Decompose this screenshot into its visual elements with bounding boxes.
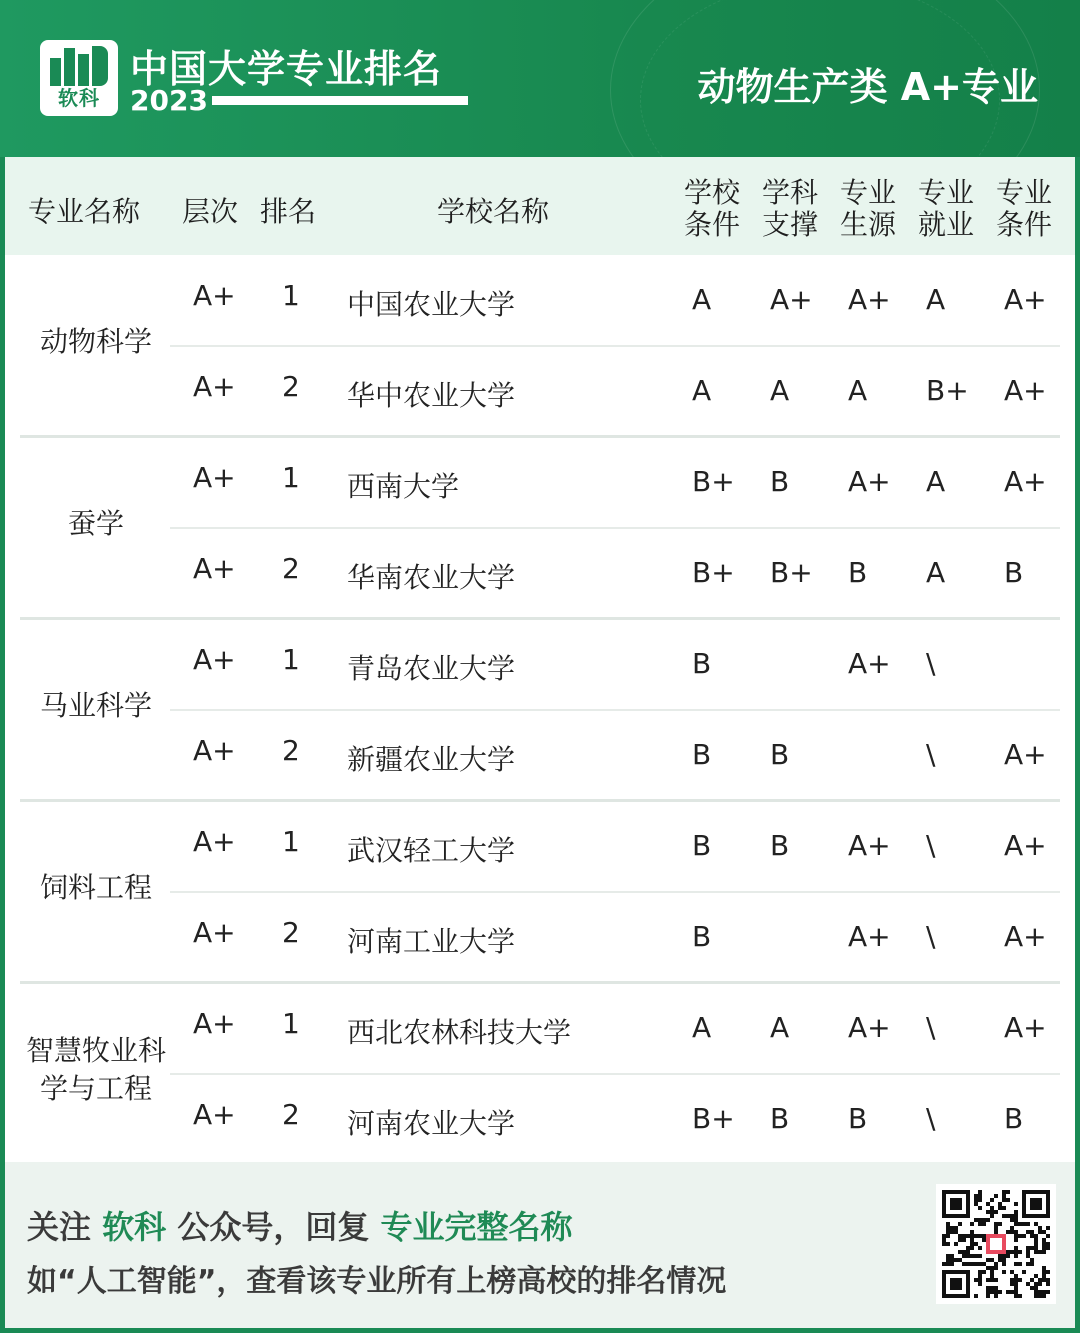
major-group: [5, 801, 1075, 983]
rank-cell: 2: [282, 370, 300, 403]
metric-cell-4: \: [926, 647, 936, 680]
metric-cell-2: B: [770, 738, 790, 771]
header-level: 层次: [182, 195, 239, 228]
metric-cell-2: B: [770, 829, 790, 862]
metric-cell-1: B+: [692, 465, 735, 498]
metric-cell-1: A: [692, 374, 712, 407]
rank-cell: 1: [282, 461, 300, 494]
level-cell: A+: [193, 461, 236, 494]
metric-cell-1: B: [692, 647, 712, 680]
school-name-cell: 中国农业大学: [347, 288, 516, 321]
major-name-line: 动物科学: [39, 325, 152, 358]
metric-cell-4: \: [926, 1011, 936, 1044]
metric-cell-4: A: [926, 556, 946, 589]
metric-cell-5: A+: [1004, 829, 1047, 862]
metric-cell-1: A: [692, 283, 712, 316]
metric-cell-3: B: [848, 556, 868, 589]
footer-text: 公众号，回复: [166, 1208, 381, 1246]
major-name: [5, 1032, 187, 1108]
school-name-cell: 青岛农业大学: [347, 652, 516, 685]
metric-cell-5: A+: [1004, 283, 1047, 316]
metric-cell-1: B: [692, 920, 712, 953]
rank-cell: 1: [282, 643, 300, 676]
school-name-cell: 西北农林科技大学: [347, 1016, 572, 1049]
school-name-cell: 华中农业大学: [347, 379, 516, 412]
school-name-cell: 华南农业大学: [347, 561, 516, 594]
school-name-cell: 西南大学: [347, 470, 460, 503]
rank-cell: 2: [282, 734, 300, 767]
metric-cell-3: B: [848, 1102, 868, 1135]
metric-cell-4: \: [926, 1102, 936, 1135]
brand-underline: [212, 96, 468, 105]
metric-cell-1: B+: [692, 556, 735, 589]
row-divider: [170, 1073, 1060, 1075]
rank-cell: 1: [282, 279, 300, 312]
school-name-cell: 河南工业大学: [347, 925, 516, 958]
major-name-line: 学与工程: [39, 1072, 152, 1105]
school-name-cell: 新疆农业大学: [347, 743, 516, 776]
level-cell: A+: [193, 734, 236, 767]
header-metric-line: 专业: [839, 176, 896, 209]
metric-cell-4: B+: [926, 374, 969, 407]
major-name: [5, 505, 187, 543]
rank-cell: 1: [282, 825, 300, 858]
header-metric-line: 学校: [683, 176, 740, 209]
rank-cell: 1: [282, 1007, 300, 1040]
metric-cell-5: A+: [1004, 920, 1047, 953]
page-header: [0, 0, 1080, 157]
level-cell: A+: [193, 552, 236, 585]
major-group: [5, 437, 1075, 619]
header-metric-4: [914, 177, 978, 241]
brand-year: 2023: [130, 84, 208, 117]
level-cell: A+: [193, 1007, 236, 1040]
page-footer: [5, 1162, 1075, 1328]
metric-cell-3: A+: [848, 920, 891, 953]
metric-cell-1: A: [692, 1011, 712, 1044]
row-divider: [170, 709, 1060, 711]
header-metric-line: 就业: [917, 208, 974, 241]
major-name-line: 饲料工程: [39, 871, 152, 904]
header-metric-line: 生源: [839, 208, 896, 241]
metric-cell-1: B+: [692, 1102, 735, 1135]
header-metric-3: [836, 177, 900, 241]
metric-cell-2: A+: [770, 283, 813, 316]
metric-cell-5: A+: [1004, 1011, 1047, 1044]
metric-cell-4: \: [926, 738, 936, 771]
header-metric-1: [680, 177, 744, 241]
level-cell: A+: [193, 279, 236, 312]
footer-text: 关注: [27, 1208, 103, 1246]
metric-cell-2: A: [770, 374, 790, 407]
qr-code[interactable]: [936, 1184, 1056, 1304]
level-cell: A+: [193, 643, 236, 676]
major-group: [5, 255, 1075, 437]
metric-cell-5: A+: [1004, 738, 1047, 771]
metric-cell-5: A+: [1004, 465, 1047, 498]
category-title: 动物生产类 A+专业: [697, 65, 1038, 109]
footer-line-2: 如“人工智能”，查看该专业所有上榜高校的排名情况: [27, 1264, 727, 1299]
level-cell: A+: [193, 370, 236, 403]
shanghairanking-logo: [40, 40, 118, 116]
header-rank: 排名: [260, 195, 317, 228]
header-metric-line: 专业: [995, 176, 1052, 209]
level-cell: A+: [193, 1098, 236, 1131]
metric-cell-4: \: [926, 920, 936, 953]
row-divider: [170, 345, 1060, 347]
qr-code-image: [942, 1190, 1050, 1298]
footer-highlight-keyword: 专业完整名称: [380, 1208, 573, 1246]
header-metric-line: 支撑: [761, 208, 818, 241]
metric-cell-4: \: [926, 829, 936, 862]
rank-cell: 2: [282, 916, 300, 949]
metric-cell-2: B+: [770, 556, 813, 589]
major-group: [5, 619, 1075, 801]
logo-text: 软科: [58, 86, 100, 110]
metric-cell-3: A: [848, 374, 868, 407]
rank-cell: 2: [282, 552, 300, 585]
metric-cell-3: A+: [848, 283, 891, 316]
header-metric-2: [758, 177, 822, 241]
header-school: 学校名称: [437, 195, 550, 228]
header-metric-line: 学科: [761, 176, 818, 209]
major-name: [5, 869, 187, 907]
table-header: [5, 157, 1075, 255]
footer-highlight-brand: 软科: [102, 1208, 167, 1246]
footer-line-1: [27, 1202, 572, 1248]
metric-cell-1: B: [692, 829, 712, 862]
rank-cell: 2: [282, 1098, 300, 1131]
row-divider: [170, 891, 1060, 893]
ranking-table: [5, 157, 1075, 1162]
row-divider: [170, 527, 1060, 529]
metric-cell-4: A: [926, 465, 946, 498]
level-cell: A+: [193, 825, 236, 858]
metric-cell-5: B: [1004, 1102, 1024, 1135]
metric-cell-5: A+: [1004, 374, 1047, 407]
metric-cell-3: A+: [848, 829, 891, 862]
header-metric-5: [992, 177, 1056, 241]
metric-cell-2: B: [770, 1102, 790, 1135]
major-group: [5, 983, 1075, 1165]
major-name: [5, 687, 187, 725]
school-name-cell: 河南农业大学: [347, 1107, 516, 1140]
metric-cell-3: A+: [848, 465, 891, 498]
school-name-cell: 武汉轻工大学: [347, 834, 516, 867]
header-major: 专业名称: [28, 195, 141, 228]
metric-cell-2: B: [770, 465, 790, 498]
major-name: [5, 323, 187, 361]
metric-cell-2: A: [770, 1011, 790, 1044]
metric-cell-3: A+: [848, 1011, 891, 1044]
metric-cell-4: A: [926, 283, 946, 316]
header-metric-line: 条件: [683, 208, 740, 241]
header-metric-line: 专业: [917, 176, 974, 209]
major-name-line: 蚕学: [67, 507, 124, 540]
metric-cell-3: A+: [848, 647, 891, 680]
header-metric-line: 条件: [995, 208, 1052, 241]
metric-cell-1: B: [692, 738, 712, 771]
major-name-line: 智慧牧业科: [25, 1034, 166, 1067]
major-name-line: 马业科学: [39, 689, 152, 722]
brand-title: 中国大学专业排名: [130, 47, 443, 91]
level-cell: A+: [193, 916, 236, 949]
metric-cell-5: B: [1004, 556, 1024, 589]
